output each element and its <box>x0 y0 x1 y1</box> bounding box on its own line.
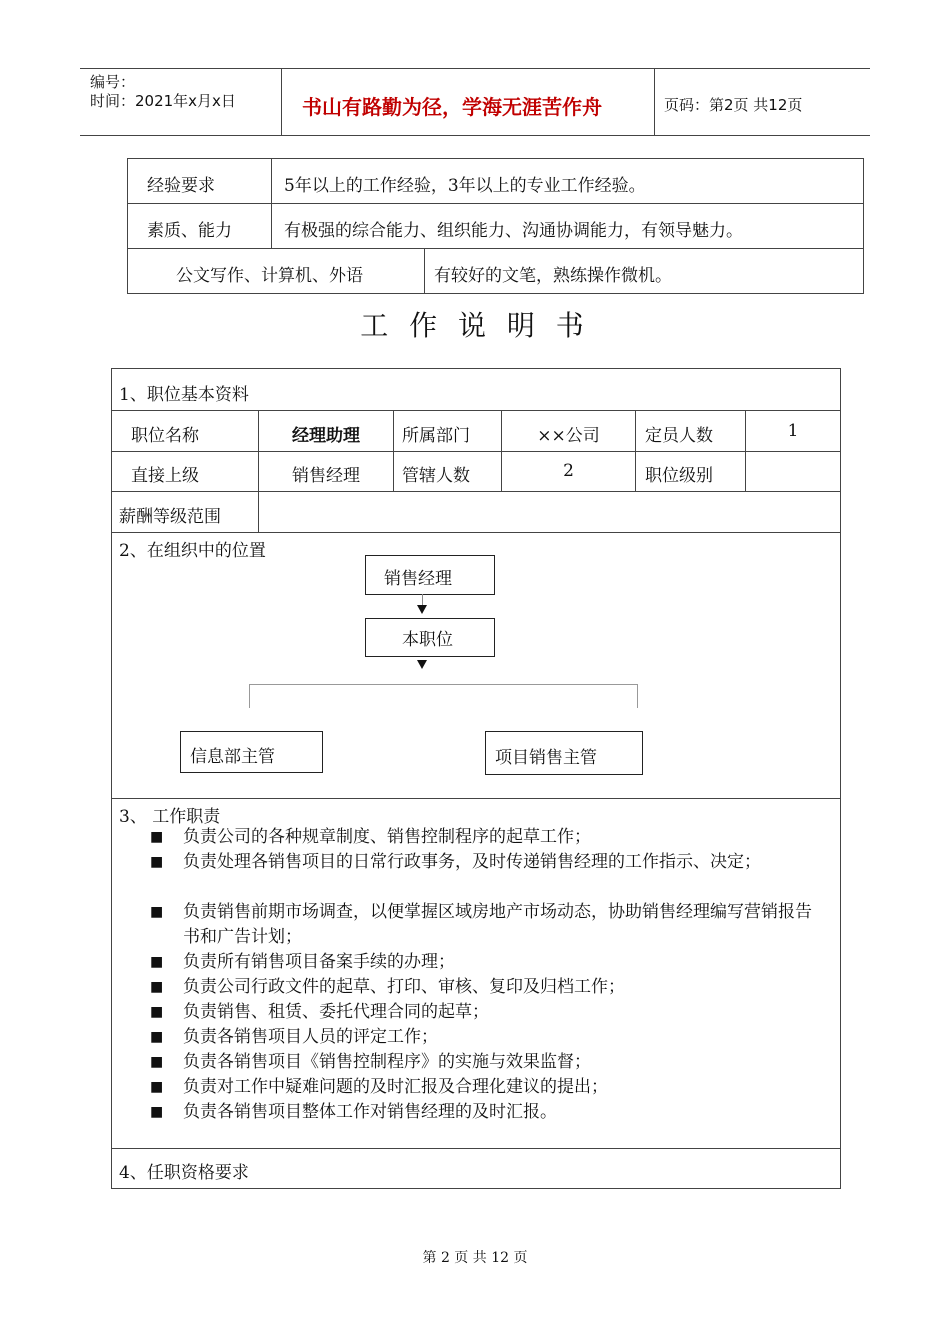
org-box-info-dept-head <box>180 731 323 773</box>
value-subordinates: 2 <box>563 461 574 481</box>
bullet-square-icon: ■ <box>150 1029 164 1045</box>
bullet-square-icon: ■ <box>150 904 164 920</box>
req-label-experience: 经验要求 <box>147 176 215 196</box>
bullet-square-icon: ■ <box>150 954 164 970</box>
org-box-sales-manager <box>365 555 495 595</box>
label-position-level: 职位级别 <box>645 466 713 486</box>
bullet-square-icon: ■ <box>150 829 164 845</box>
bullet-square-icon: ■ <box>150 854 164 870</box>
org-box-info-dept-head-label: 信息部主管 <box>190 747 275 767</box>
header-motto: 书山有路勤为径，学海无涯苦作舟 <box>302 95 602 119</box>
page-number-label: 页码：第2页 共12页 <box>664 96 803 114</box>
value-direct-superior: 销售经理 <box>292 466 360 486</box>
page-footer: 第 2 页 共 12 页 <box>422 1250 528 1266</box>
bullet-square-icon: ■ <box>150 1054 164 1070</box>
req-label-skills: 公文写作、计算机、外语 <box>176 266 363 286</box>
value-headcount: 1 <box>787 421 799 441</box>
org-box-project-sales-head <box>485 731 643 775</box>
req-value-ability: 有极强的综合能力、组织能力、沟通协调能力，有领导魅力。 <box>284 221 743 241</box>
req-value-skills: 有较好的文笔，熟练操作微机。 <box>434 266 672 286</box>
time-label: 时间：2021年x月x日 <box>90 92 236 110</box>
org-box-this-position-label: 本职位 <box>402 630 453 650</box>
org-box-project-sales-head-label: 项目销售主管 <box>495 748 597 768</box>
value-position-name: 经理助理 <box>292 426 360 446</box>
section4-title: 4、任职资格要求 <box>119 1163 249 1183</box>
section3-title: 3、 工作职责 <box>119 807 221 827</box>
arrow-down-icon <box>417 660 427 669</box>
req-label-ability: 素质、能力 <box>147 221 232 241</box>
label-subordinates: 管辖人数 <box>402 466 470 486</box>
label-headcount: 定员人数 <box>645 426 713 446</box>
label-salary-range: 薪酬等级范围 <box>119 507 221 527</box>
bullet-square-icon: ■ <box>150 1004 164 1020</box>
section2-title: 2、在组织中的位置 <box>119 541 266 561</box>
label-department: 所属部门 <box>402 426 470 446</box>
org-box-sales-manager-label: 销售经理 <box>384 569 452 589</box>
label-direct-superior: 直接上级 <box>131 466 199 486</box>
arrow-down-icon <box>417 605 427 614</box>
bullet-square-icon: ■ <box>150 1104 164 1120</box>
bullet-square-icon: ■ <box>150 979 164 995</box>
org-connector-branch <box>249 684 638 685</box>
value-department: ××公司 <box>537 426 600 446</box>
bullet-square-icon: ■ <box>150 1079 164 1095</box>
req-value-experience: 5年以上的工作经验，3年以上的专业工作经验。 <box>284 176 646 196</box>
serial-label: 编号： <box>90 73 136 91</box>
org-box-this-position <box>365 618 495 657</box>
label-position-name: 职位名称 <box>131 426 199 446</box>
section1-title: 1、职位基本资料 <box>119 385 249 405</box>
document-title: 工 作 说 明 书 <box>360 309 590 342</box>
